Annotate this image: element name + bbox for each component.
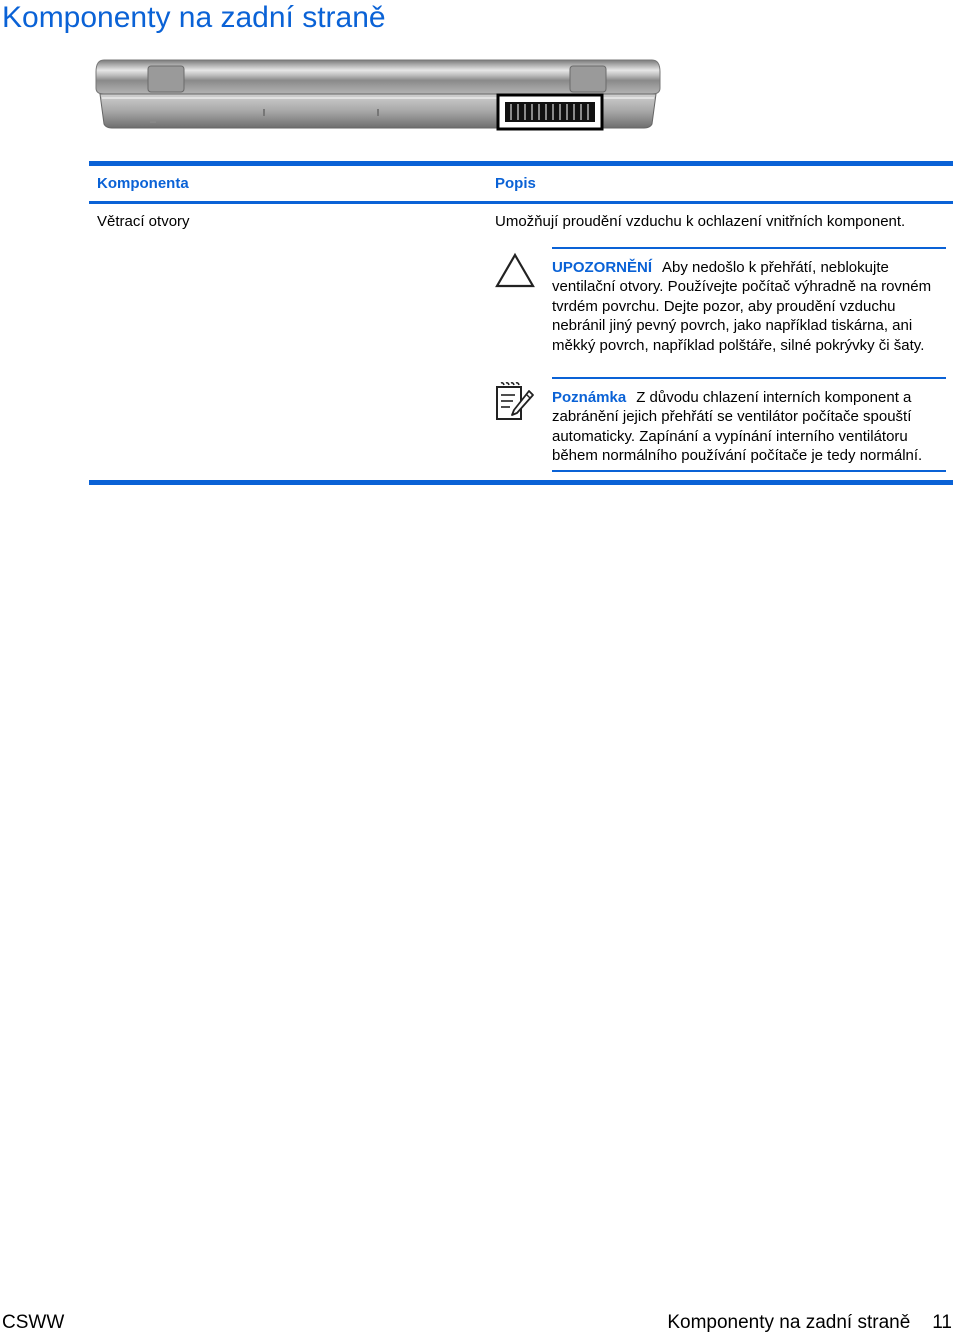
note-notice: [552, 388, 952, 466]
table-cell-component: Větrací otvory: [97, 213, 190, 230]
page-number: 11: [932, 1312, 952, 1333]
table-top-rule: [89, 161, 953, 166]
caution-text: Aby nedošlo k přehřátí, neblokujte ventilační otvory. Používejte počítač výhradně na rovném tvrdém povrchu. Dejte pozor, aby proudění vzduchu nebránil jiný pevný povrch, jako například tiskárna, ani měkký povrch, například polštáře, silné pokrývky či šaty.: [552, 259, 932, 354]
table-header-rule: [89, 201, 953, 204]
footer-section-title: Komponenty na zadní straně: [667, 1312, 911, 1333]
laptop-rear-view-illustration: [92, 54, 664, 136]
table-cell-description: Umožňují proudění vzduchu k ochlazení vnitřních komponent.: [495, 213, 906, 230]
caution-bottom-rule: [552, 377, 946, 379]
note-bottom-rule: [552, 470, 946, 472]
caution-label: UPOZORNĚNÍ: [552, 259, 653, 276]
note-label: Poznámka: [552, 389, 627, 406]
caution-notice: [552, 258, 952, 355]
column-header-komponenta: Komponenta: [97, 175, 189, 192]
footer-left-label: CSWW: [2, 1312, 65, 1333]
column-header-popis: Popis: [495, 175, 536, 192]
note-text: Z důvodu chlazení interních komponent a zabránění jejich přehřátí se ventilátor počítače spouští automaticky. Zapínání a vypínání interního ventilátoru během normálního používání počítače je tedy normální.: [552, 389, 923, 465]
warning-triangle-icon: [494, 252, 536, 290]
table-bottom-rule: [89, 480, 953, 485]
footer-right: [667, 1312, 952, 1334]
caution-top-rule: [552, 247, 946, 249]
page-title: Komponenty na zadní straně: [2, 1, 386, 34]
note-pad-icon: [493, 381, 535, 423]
